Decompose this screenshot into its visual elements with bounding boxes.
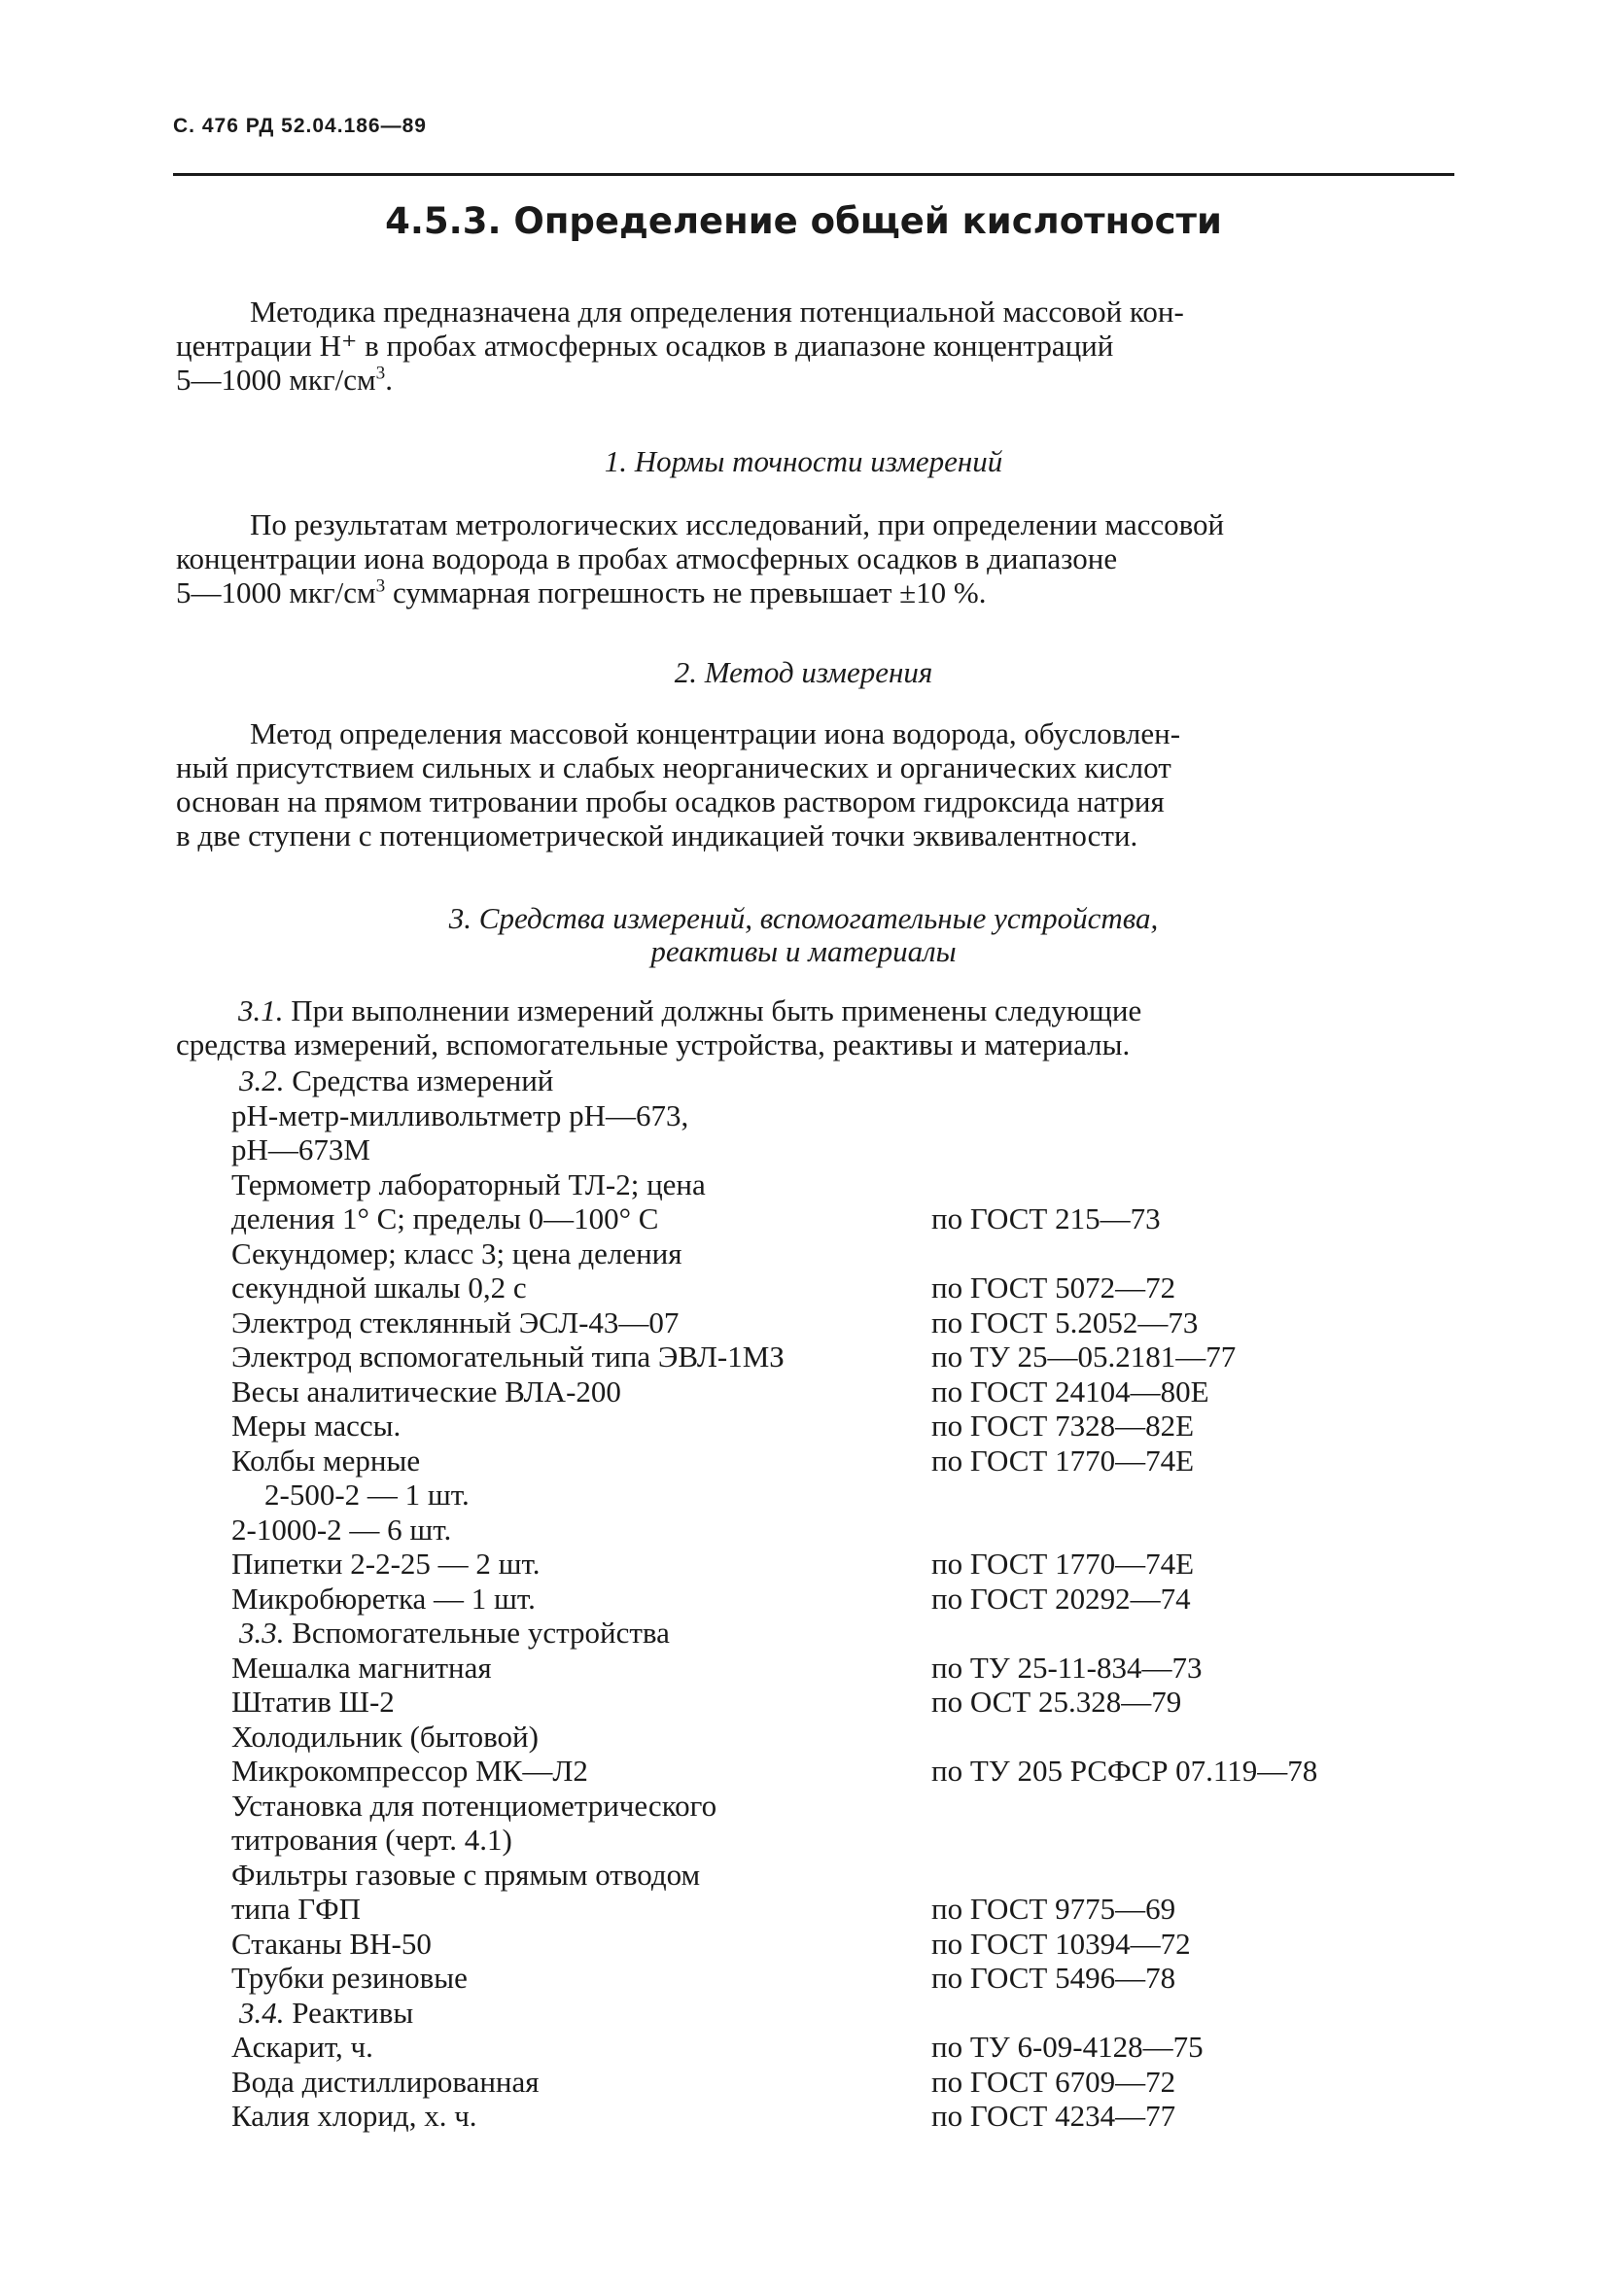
item-name: секундной шкалы 0,2 с: [231, 1270, 527, 1305]
equipment-list: [231, 1063, 1495, 2134]
method-line-2: ный присутствием сильных и слабых неорганических и органических кислот: [176, 750, 1171, 784]
list-item: [231, 1823, 1495, 1858]
item-name: Весы аналитические ВЛА-200: [231, 1374, 621, 1409]
item-standard: по ГОСТ 20292—74: [931, 1581, 1191, 1616]
list-item: [231, 1201, 1495, 1236]
list-item: [231, 1444, 1495, 1478]
item-name: Аскарит, ч.: [231, 2030, 373, 2064]
item-standard: по ТУ 25—05.2181—77: [931, 1339, 1237, 1374]
item-name: Установка для потенциометрического: [231, 1788, 717, 1823]
item-standard: по ГОСТ 9775—69: [931, 1892, 1176, 1926]
item-standard: по ГОСТ 6709—72: [931, 2064, 1176, 2099]
page-header: С. 476 РД 52.04.186—89: [173, 115, 427, 137]
item-standard: по ГОСТ 24104—80Е: [931, 1374, 1209, 1409]
accuracy-line-3: 5—1000 мкг/$см^3$ суммарная погрешность не превышает ±10 %.: [176, 575, 987, 609]
item-standard: по ГОСТ 5496—78: [931, 1961, 1176, 1995]
list-item: [231, 2030, 1495, 2065]
item-standard: по ГОСТ 1770—74Е: [931, 1547, 1195, 1581]
item-name: Трубки резиновые: [231, 1961, 468, 1995]
list-item: [231, 1305, 1495, 1340]
item-name: pH-метр-милливольтметр pH—673,: [231, 1097, 689, 1132]
list-item: [231, 1582, 1495, 1617]
item-name: pH—673М: [231, 1132, 370, 1166]
list-section-heading: [231, 1063, 1495, 1098]
method-line-3: основан на прямом титровании пробы осадков раствором гидроксида натрия: [176, 784, 1165, 818]
list-item: [231, 1547, 1495, 1582]
header-rule: [173, 173, 1454, 176]
item-name: Стаканы ВН-50: [231, 1926, 432, 1961]
list-item: [231, 1409, 1495, 1444]
item-name: Микрокомпрессор МК—Л2: [231, 1754, 588, 1788]
item-standard: по ГОСТ 1770—74Е: [931, 1443, 1195, 1478]
method-line-1: Метод определения массовой концентрации иона водорода, обусловлен-: [250, 716, 1181, 750]
method-line-4: в две ступени с потенциометрической индикацией точки эквивалентности.: [176, 818, 1138, 852]
list-section-heading: [231, 1616, 1495, 1651]
list-item: [231, 1270, 1495, 1305]
item-name: Штатив Ш-2: [231, 1685, 395, 1719]
list-item: [231, 1098, 1495, 1133]
item-name: Микробюретка — 1 шт.: [231, 1581, 536, 1616]
item-standard: по ТУ 25-11-834—73: [931, 1650, 1203, 1685]
item-name: 2-500-2 — 1 шт.: [264, 1478, 470, 1512]
item-standard: по ТУ 205 РСФСР 07.119—78: [931, 1754, 1318, 1788]
method-paragraph: [176, 716, 1454, 852]
list-item: [231, 1374, 1495, 1409]
list-item: [231, 1789, 1495, 1824]
accuracy-line-2: концентрации иона водорода в пробах атмосферных осадков в диапазоне: [176, 541, 1118, 575]
list-item: [231, 1961, 1495, 1996]
item-name: титрования (черт. 4.1): [231, 1823, 512, 1857]
list-item: [231, 1927, 1495, 1962]
item-name: 3.2. Средства измерений: [239, 1063, 554, 1097]
item-standard: по ГОСТ 4234—77: [931, 2099, 1176, 2133]
item-standard: по ГОСТ 5.2052—73: [931, 1305, 1199, 1339]
list-item: [231, 2099, 1495, 2134]
list-item: [231, 1167, 1495, 1202]
item-name: Колбы мерные: [231, 1443, 421, 1478]
item-name: 3.3. Вспомогательные устройства: [239, 1616, 670, 1650]
list-item: [231, 1339, 1495, 1374]
heading-instruments-1: 3. Средства измерений, вспомогательные устройства,: [448, 901, 1159, 935]
list-item: [231, 1858, 1495, 1893]
list-item: [231, 1132, 1495, 1167]
item-standard: по ГОСТ 5072—72: [931, 1270, 1176, 1305]
section-title: 4.5.3. Определение общей кислотности: [385, 200, 1222, 242]
intro-line-2: центрации H⁺ в пробах атмосферных осадков в диапазоне концентраций: [176, 329, 1114, 363]
list-item: [231, 1892, 1495, 1927]
item-name: Фильтры газовые с прямым отводом: [231, 1857, 701, 1892]
list-section-heading: [231, 1996, 1495, 2031]
list-item: [231, 1754, 1495, 1789]
item-name: 3.4. Реактивы: [239, 1995, 414, 2030]
list-item: [231, 2065, 1495, 2100]
heading-method: 2. Метод измерения: [674, 655, 933, 689]
item-name: Пипетки 2-2-25 — 2 шт.: [231, 1547, 541, 1581]
item-standard: по ГОСТ 10394—72: [931, 1926, 1191, 1961]
intro-line-3: 5—1000 мкг/$см^3$.: [176, 363, 393, 397]
item-standard: по ОСТ 25.328—79: [931, 1685, 1182, 1719]
heading-instruments-2: реактивы и материалы: [650, 934, 957, 968]
heading-accuracy: 1. Нормы точности измерений: [604, 444, 1003, 478]
accuracy-line-1: По результатам метрологических исследований, при определении массовой: [250, 507, 1225, 541]
list-item: [231, 1236, 1495, 1271]
item-standard: по ГОСТ 215—73: [931, 1201, 1161, 1235]
item-name: Электрод вспомогательный типа ЭВЛ-1МЗ: [231, 1339, 785, 1374]
item-name: типа ГФП: [231, 1892, 362, 1926]
instruments-paragraph: [176, 993, 1454, 1061]
item-standard: по ГОСТ 7328—82Е: [931, 1409, 1195, 1443]
item-name: Калия хлорид, х. ч.: [231, 2099, 477, 2133]
item-name: Холодильник (бытовой): [231, 1719, 539, 1754]
accuracy-paragraph: [176, 507, 1454, 609]
item-name: Термометр лабораторный ТЛ-2; цена: [231, 1166, 706, 1201]
intro-paragraph: [176, 295, 1454, 397]
list-item: [231, 1685, 1495, 1720]
item-name: Меры массы.: [231, 1409, 402, 1443]
instruments-line-1: 3.1. При выполнении измерений должны быть применены следующие: [238, 993, 1142, 1027]
item-name: Секундомер; класс 3; цена деления: [231, 1235, 682, 1270]
list-item: [231, 1513, 1495, 1548]
item-name: Вода дистиллированная: [231, 2064, 540, 2099]
item-name: 2-1000-2 — 6 шт.: [231, 1512, 452, 1547]
intro-line-1: Методика предназначена для определения потенциальной массовой кон-: [250, 295, 1184, 329]
item-standard: по ТУ 6-09-4128—75: [931, 2030, 1204, 2064]
list-item: [231, 1651, 1495, 1686]
list-item: [231, 1478, 1495, 1513]
list-item: [231, 1720, 1495, 1755]
item-name: Мешалка магнитная: [231, 1650, 492, 1685]
item-name: Электрод стеклянный ЭСЛ-43—07: [231, 1305, 680, 1339]
instruments-line-2: средства измерений, вспомогательные устройства, реактивы и материалы.: [176, 1027, 1131, 1061]
item-name: деления 1° С; пределы 0—100° С: [231, 1201, 659, 1235]
